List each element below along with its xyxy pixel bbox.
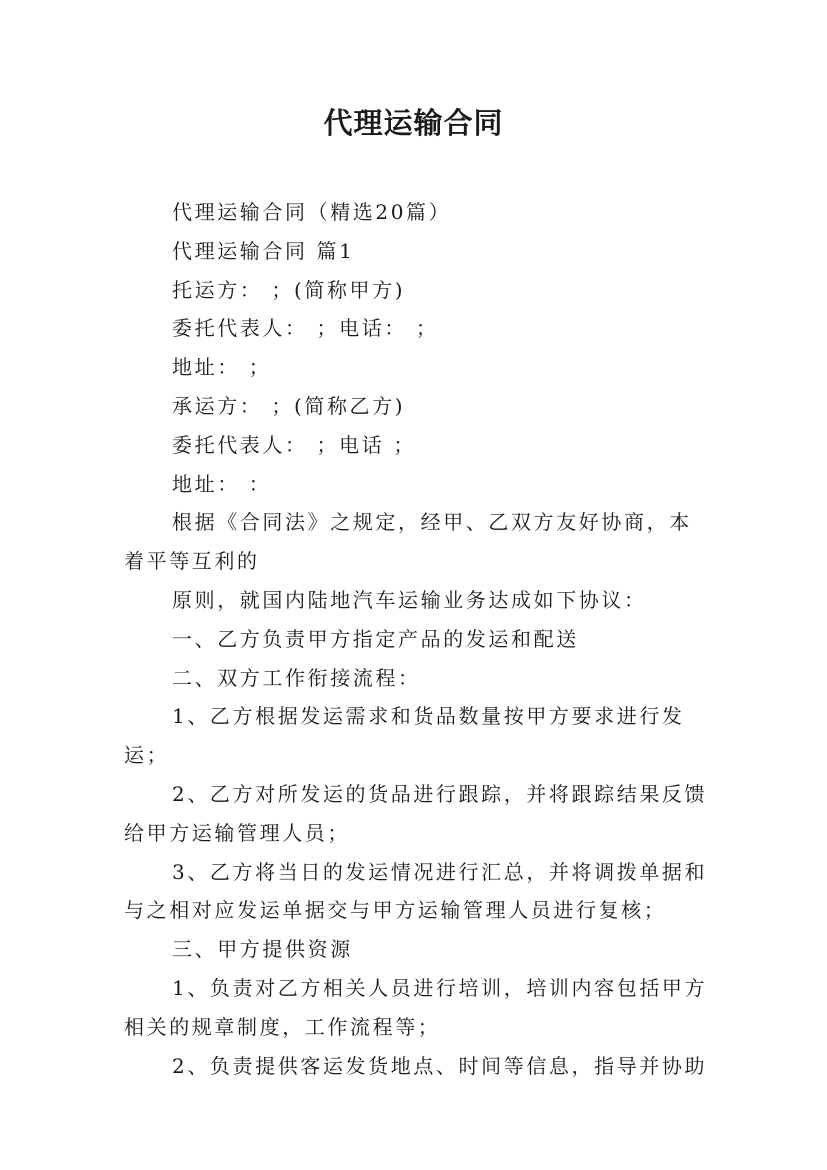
paragraph-carrier-address: 地址： ： bbox=[172, 471, 272, 496]
paragraph-shipper-address: 地址： ； bbox=[172, 355, 272, 380]
document-body bbox=[124, 193, 714, 1085]
paragraph-shipper-representative: 委托代表人： ；电话： ； bbox=[172, 316, 439, 341]
paragraph-clause-2-item-3: 3、乙方将当日的发运情况进行汇总，并将调拨单据和与之相对应发运单据交与甲方运输管理人员进行复核； bbox=[124, 859, 708, 923]
paragraph-clause-2-item-1: 1、乙方根据发运需求和货品数量按甲方要求进行发运； bbox=[124, 704, 685, 768]
paragraph-shipper: 托运方： ；(简称甲方) bbox=[172, 277, 406, 302]
paragraph-preamble: 根据《合同法》之规定，经甲、乙双方友好协商，本着平等互利的 bbox=[124, 510, 692, 574]
paragraph-clause-3: 三、甲方提供资源 bbox=[172, 937, 353, 962]
paragraph-heading-article-1: 代理运输合同 篇1 bbox=[172, 238, 355, 263]
paragraph-principle: 原则，就国内陆地汽车运输业务达成如下协议： bbox=[172, 587, 647, 612]
paragraph-clause-2-item-2: 2、乙方对所发运的货品进行跟踪，并将跟踪结果反馈给甲方运输管理人员； bbox=[124, 781, 708, 845]
document-title: 代理运输合同 bbox=[323, 106, 504, 140]
paragraph-clause-2: 二、双方工作衔接流程： bbox=[172, 665, 421, 690]
paragraph-clause-3-item-1: 1、负责对乙方相关人员进行培训，培训内容包括甲方相关的规章制度，工作流程等； bbox=[124, 975, 708, 1039]
paragraph-clause-1: 一、乙方负责甲方指定产品的发运和配送 bbox=[172, 626, 579, 651]
paragraph-heading-collection: 代理运输合同（精选20篇） bbox=[172, 200, 452, 224]
paragraph-carrier-representative: 委托代表人： ；电话 ； bbox=[172, 432, 416, 457]
paragraph-carrier: 承运方： ；(简称乙方) bbox=[172, 393, 406, 418]
paragraph-clause-3-item-2: 2、负责提供客运发货地点、时间等信息，指导并协助 bbox=[172, 1053, 708, 1078]
